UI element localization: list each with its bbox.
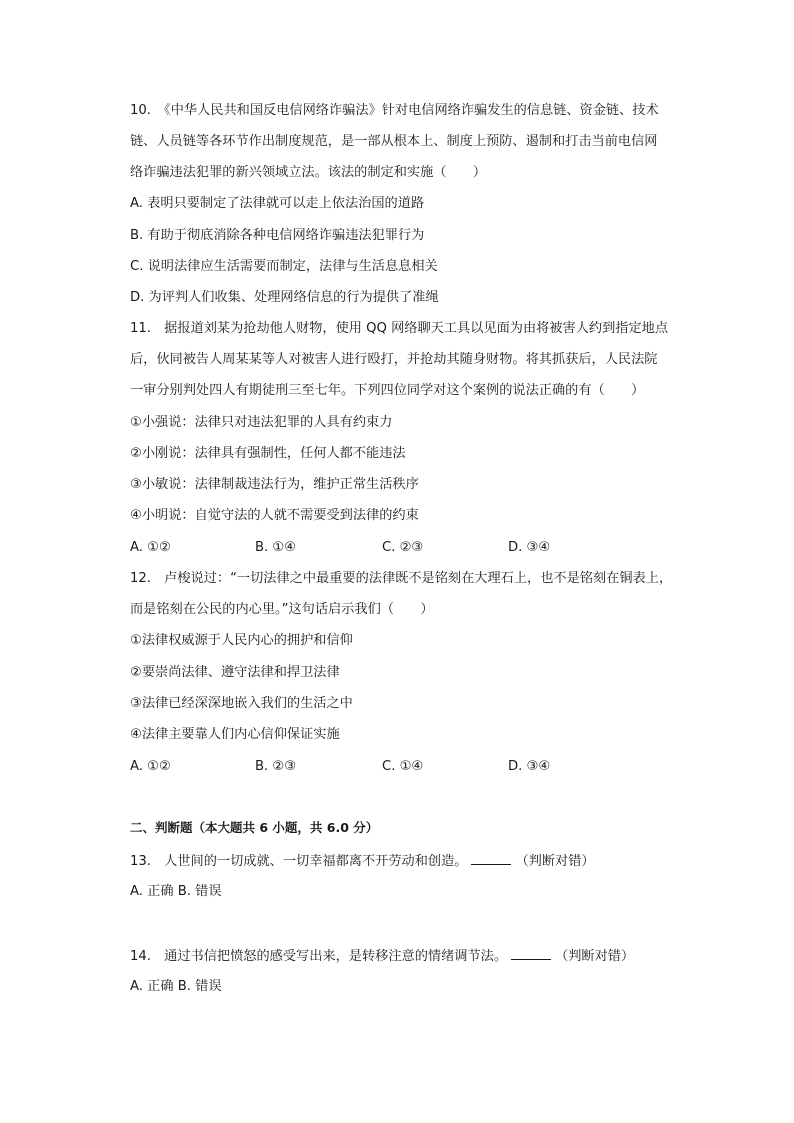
q12-statement-2: ②要崇尚法律、遵守法律和捍卫法律 <box>130 665 340 680</box>
q13-answer-blank <box>471 850 511 865</box>
q12-stem-line-2: 而是铭刻在公民的内心里。”这句话启示我们（ ） <box>130 602 434 617</box>
q12-option-b: B. ②③ <box>255 759 297 774</box>
q14-stem <box>130 945 634 967</box>
q13-stem-text: 13. 人世间的一切成就、一切幸福都离不开劳动和创造。 <box>130 854 468 869</box>
q12-option-a: A. ①② <box>130 759 171 774</box>
q11-option-b: B. ①④ <box>255 540 297 555</box>
q13-stem <box>130 850 595 872</box>
q13-suffix: （判断对错） <box>515 854 595 869</box>
q11-option-d: D. ③④ <box>508 540 551 555</box>
q11-option-a: A. ①② <box>130 540 171 555</box>
q12-statement-3: ③法律已经深深地嵌入我们的生活之中 <box>130 696 353 711</box>
q10-stem-line-1: 10. 《中华人民共和国反电信网络诈骗法》针对电信网络诈骗发生的信息链、资金链、技术 <box>130 103 659 118</box>
q12-option-c: C. ①④ <box>382 759 424 774</box>
q10-stem-line-2: 链、人员链等各环节作出制度规范，是一部从根本上、制度上预防、遏制和打击当前电信网 <box>130 134 658 149</box>
q12-statement-4: ④法律主要靠人们内心信仰保证实施 <box>130 727 340 742</box>
section-title: 二、判断题（本大题共 6 小题，共 6.0 分） <box>130 820 379 835</box>
q14-suffix: （判断对错） <box>555 949 635 964</box>
q11-statement-1: ①小强说：法律只对违法犯罪的人具有约束力 <box>130 415 393 430</box>
q14-options: A. 正确 B. 错误 <box>130 979 222 994</box>
q10-stem-line-3: 络诈骗违法犯罪的新兴领域立法。该法的制定和实施（ ） <box>130 165 487 180</box>
q12-option-d: D. ③④ <box>508 759 551 774</box>
q14-answer-blank <box>511 945 551 960</box>
q10-option-d: D. 为评判人们收集、处理网络信息的行为提供了准绳 <box>130 290 439 305</box>
q13-options: A. 正确 B. 错误 <box>130 884 222 899</box>
q14-stem-text: 14. 通过书信把愤怒的感受写出来，是转移注意的情绪调节法。 <box>130 949 508 964</box>
q11-statement-4: ④小明说：自觉守法的人就不需要受到法律的约束 <box>130 508 419 523</box>
q11-stem-line-1: 11. 据报道刘某为抢劫他人财物，使用 QQ 网络聊天工具以见面为由将被害人约到指定地点 <box>130 321 669 336</box>
q10-option-b: B. 有助于彻底消除各种电信网络诈骗违法犯罪行为 <box>130 228 425 243</box>
q11-stem-line-2: 后，伙同被告人周某某等人对被害人进行殴打，并抢劫其随身财物。将其抓获后，人民法院 <box>130 352 658 367</box>
q10-option-a: A. 表明只要制定了法律就可以走上依法治国的道路 <box>130 196 425 211</box>
q11-option-c: C. ②③ <box>382 540 424 555</box>
q11-stem-line-3: 一审分别判处四人有期徒刑三至七年。下列四位同学对这个案例的说法正确的有（ ） <box>130 383 645 398</box>
q12-statement-1: ①法律权威源于人民内心的拥护和信仰 <box>130 633 353 648</box>
q11-statement-3: ③小敏说：法律制裁违法行为，维护正常生活秩序 <box>130 477 419 492</box>
q12-stem-line-1: 12. 卢梭说过：“一切法律之中最重要的法律既不是铭刻在大理石上，也不是铭刻在铜表上， <box>130 571 673 586</box>
q11-statement-2: ②小刚说：法律具有强制性，任何人都不能违法 <box>130 446 406 461</box>
q10-option-c: C. 说明法律应生活需要而制定，法律与生活息息相关 <box>130 259 438 274</box>
